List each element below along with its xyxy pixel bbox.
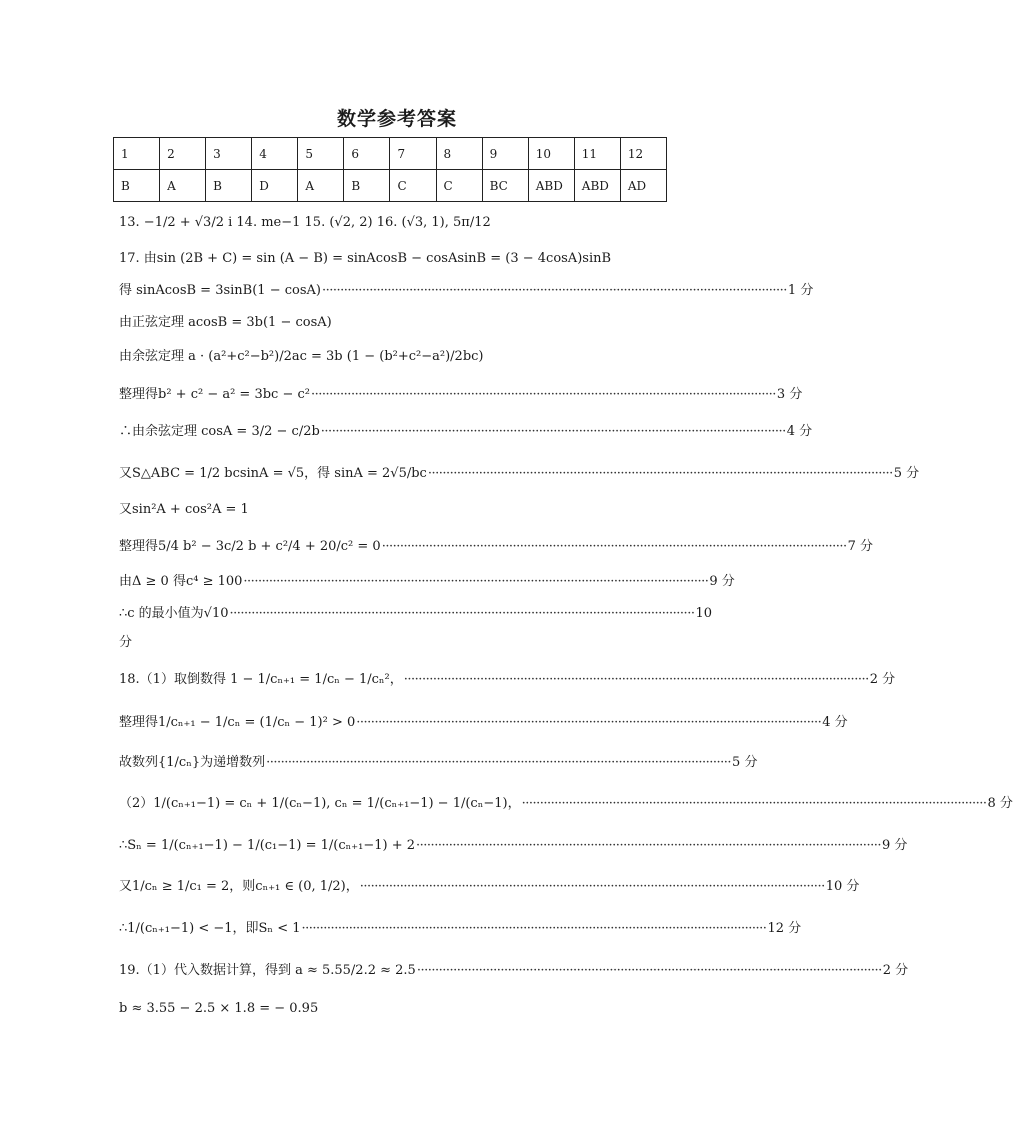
question-number: 5 xyxy=(298,138,344,170)
question-number: 1 xyxy=(114,138,160,170)
leader-dots: ································································································································ xyxy=(416,963,882,978)
question-number: 2 xyxy=(160,138,206,170)
answer-cell: C xyxy=(436,170,482,202)
line-text: 18.（1）取倒数得 1 − 1/cₙ₊₁ = 1/cₙ − 1/cₙ²， xyxy=(119,672,403,687)
question-number: 4 xyxy=(252,138,298,170)
line-text: 13. −1/2 + √3/2 i 14. me−1 15. (√2, 2) 16. (√3, 1), 5π/12 xyxy=(119,215,491,230)
q17-step-1 xyxy=(119,252,675,265)
answer-cell: C xyxy=(390,170,436,202)
line-text: ∴由余弦定理 cosA = 3/2 − c/2b xyxy=(119,424,320,439)
score-label: 12 分 xyxy=(767,921,802,936)
answer-cell: A xyxy=(298,170,344,202)
leader-dots: ································································································································ xyxy=(243,574,709,589)
answer-cell: B xyxy=(206,170,252,202)
line-text: 分 xyxy=(119,635,133,650)
answer-cell: B xyxy=(114,170,160,202)
line-text: 故数列{1/cₙ}为递增数列 xyxy=(119,755,266,770)
score-label: 2 分 xyxy=(869,672,896,687)
line-text: 17. 由sin (2B + C) = sin (A − B) = sinAcosB − cosAsinB = (3 − 4cosA)sinB xyxy=(119,251,612,266)
leader-dots: ································································································································ xyxy=(320,424,786,439)
q19-step-1 xyxy=(119,963,909,978)
q17-step-5 xyxy=(119,387,803,402)
question-number: 11 xyxy=(574,138,620,170)
answer-cell: A xyxy=(160,170,206,202)
score-label: 4 分 xyxy=(822,715,848,730)
answer-cell: ABD xyxy=(528,170,574,202)
line-text: 又sin²A + cos²A = 1 xyxy=(119,502,249,517)
leader-dots: ································································································································ xyxy=(266,755,732,770)
q18-step-3 xyxy=(119,755,758,770)
page-title: 数学参考答案 xyxy=(336,108,457,130)
q18-step-6 xyxy=(119,879,860,894)
score-label: 10 分 xyxy=(825,879,860,894)
line-text: 由Δ ≥ 0 得c⁴ ≥ 100 xyxy=(119,574,243,589)
line-text: 整理得1/cₙ₊₁ − 1/cₙ = (1/cₙ − 1)² > 0 xyxy=(119,715,356,730)
answer-cell: ABD xyxy=(574,170,620,202)
leader-dots: ································································································································ xyxy=(321,283,787,298)
score-label: 2 分 xyxy=(882,963,909,978)
table-row-numbers xyxy=(114,138,667,170)
q19-step-2 xyxy=(119,1002,675,1015)
score-label: 7 分 xyxy=(847,539,874,554)
line-text: 整理得5/4 b² − 3c/2 b + c²/4 + 20/c² = 0 xyxy=(119,539,381,554)
question-number: 6 xyxy=(344,138,390,170)
score-label: 5 分 xyxy=(732,755,758,770)
line-text: 又S△ABC = 1/2 bcsinA = √5，得 sinA = 2√5/bc xyxy=(119,466,427,481)
line-text: ∴Sₙ = 1/(cₙ₊₁−1) − 1/(c₁−1) = 1/(cₙ₊₁−1) + 2 xyxy=(119,838,416,853)
line-text: b ≈ 3.55 − 2.5 × 1.8 = − 0.95 xyxy=(119,1001,319,1016)
score-label: 10 xyxy=(695,606,712,621)
leader-dots: ································································································································ xyxy=(416,838,881,853)
question-number: 12 xyxy=(620,138,666,170)
score-label: 4 分 xyxy=(786,424,813,439)
line-text: ∴c 的最小值为√10 xyxy=(119,606,229,621)
line-text: （2）1/(cₙ₊₁−1) = cₙ + 1/(cₙ−1), cₙ = 1/(cₙ₊₁−1) − 1/(cₙ−1)， xyxy=(119,796,521,811)
question-number: 9 xyxy=(482,138,528,170)
line-text: 由正弦定理 acosB = 3b(1 − cosA) xyxy=(119,315,332,330)
q17-step-9 xyxy=(119,539,874,554)
score-label: 9 分 xyxy=(709,574,735,589)
leader-dots: ································································································································ xyxy=(359,879,825,894)
q17-step-11 xyxy=(119,606,712,621)
q18-step-2 xyxy=(119,715,848,730)
answer-cell: BC xyxy=(482,170,528,202)
leader-dots: ································································································································ xyxy=(301,921,767,936)
q18-step-1 xyxy=(119,672,896,687)
answer-table xyxy=(113,137,667,202)
score-label: 1 分 xyxy=(787,283,814,298)
q18-step-7 xyxy=(119,921,802,936)
answers-13-16 xyxy=(119,216,675,229)
line-text: 整理得b² + c² − a² = 3bc − c² xyxy=(119,387,310,402)
q17-step-11-cont xyxy=(119,636,675,649)
leader-dots: ································································································································ xyxy=(403,672,869,687)
line-text: 19.（1）代入数据计算，得到 a ≈ 5.55/2.2 ≈ 2.5 xyxy=(119,963,416,978)
q17-step-3 xyxy=(119,316,675,329)
q17-step-8 xyxy=(119,503,675,516)
line-text: 又1/cₙ ≥ 1/c₁ = 2，则cₙ₊₁ ∈ (0, 1/2)， xyxy=(119,879,359,894)
question-number: 3 xyxy=(206,138,252,170)
q17-step-7 xyxy=(119,466,920,481)
table-row-answers xyxy=(114,170,667,202)
score-label: 3 分 xyxy=(776,387,803,402)
q17-step-4 xyxy=(119,350,675,363)
q17-step-2 xyxy=(119,283,814,298)
answer-cell: B xyxy=(344,170,390,202)
score-label: 5 分 xyxy=(893,466,920,481)
score-label: 9 分 xyxy=(881,838,908,853)
line-text: 由余弦定理 a · (a²+c²−b²)/2ac = 3b (1 − (b²+c²−a²)/2bc) xyxy=(119,349,484,364)
answer-cell: D xyxy=(252,170,298,202)
line-text: 得 sinAcosB = 3sinB(1 − cosA) xyxy=(119,283,321,298)
line-text: ∴1/(cₙ₊₁−1) < −1，即Sₙ < 1 xyxy=(119,921,301,936)
leader-dots: ································································································································ xyxy=(427,466,893,481)
q17-step-6 xyxy=(119,424,813,439)
answer-cell: AD xyxy=(620,170,666,202)
leader-dots: ································································································································ xyxy=(356,715,822,730)
question-number: 10 xyxy=(528,138,574,170)
leader-dots: ································································································································ xyxy=(381,539,847,554)
question-number: 8 xyxy=(436,138,482,170)
leader-dots: ································································································································ xyxy=(229,606,695,621)
score-label: 8 分 xyxy=(987,796,1013,811)
q18-step-5 xyxy=(119,838,908,853)
q17-step-10 xyxy=(119,574,735,589)
question-number: 7 xyxy=(390,138,436,170)
q18-step-4 xyxy=(119,796,1013,811)
leader-dots: ································································································································ xyxy=(521,796,987,811)
leader-dots: ································································································································ xyxy=(310,387,776,402)
